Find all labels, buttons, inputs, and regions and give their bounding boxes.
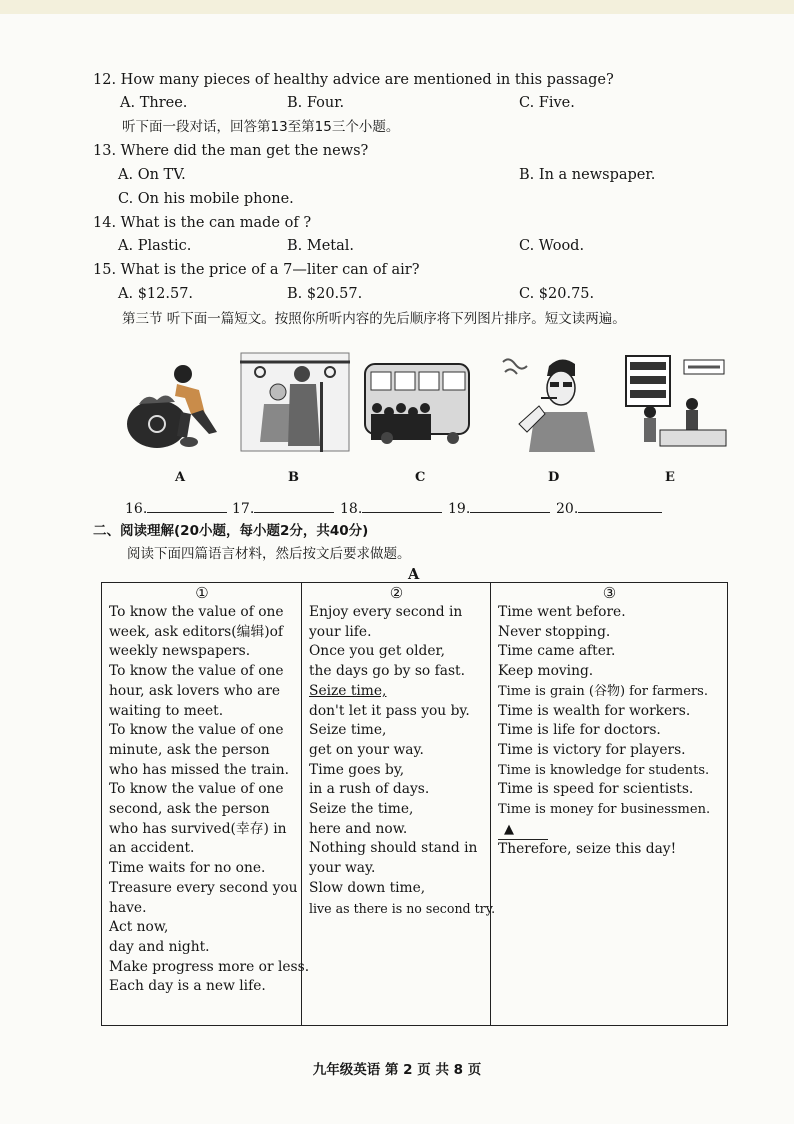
- poem-line: minute, ask the person: [109, 741, 270, 758]
- poem-line: Act now,: [109, 919, 169, 936]
- question-12-option-b: B. Four.: [287, 95, 345, 111]
- poem-line: Nothing should stand in: [309, 840, 478, 857]
- question-14-option-b: B. Metal.: [287, 238, 355, 254]
- question-13-option-b: B. In a newspaper.: [519, 167, 656, 183]
- blank-number: 18.: [340, 501, 363, 517]
- crowded-bus-icon: [363, 352, 473, 452]
- poems-table: [101, 582, 728, 1026]
- poem-line: Time is grain (谷物) for farmers.: [498, 683, 708, 699]
- page-footer: 九年级英语 第 2 页 共 8 页: [312, 1062, 482, 1078]
- poem-number: ③: [602, 584, 617, 602]
- library-icon: [622, 352, 732, 452]
- answer-blank-17[interactable]: [232, 498, 334, 517]
- question-13-option-c: C. On his mobile phone.: [118, 191, 294, 207]
- poem-line: Each day is a new life.: [109, 978, 266, 995]
- poem-line: Seize time,: [309, 682, 387, 699]
- picture-label-c: C: [415, 470, 426, 485]
- poem-line: Time is speed for scientists.: [498, 781, 694, 798]
- section3-instruction: 第三节 听下面一篇短文。按照你所听内容的先后顺序将下列图片排序。短文读两遍。: [122, 311, 626, 327]
- poem-line: Slow down time,: [309, 879, 426, 896]
- poem-line: Once you get older,: [309, 643, 445, 660]
- poem-line: live as there is no second try.: [309, 900, 496, 916]
- picture-label-a: A: [175, 470, 186, 485]
- poem-line: Time is life for doctors.: [498, 722, 661, 739]
- question-12-stem: 12. How many pieces of healthy advice are mentioned in this passage?: [93, 72, 614, 88]
- poem-line-blank[interactable]: [498, 820, 721, 840]
- poem-number: ①: [195, 584, 209, 602]
- poem-line: To know the value of one: [109, 722, 284, 739]
- question-15-option-a: A. $12.57.: [118, 286, 194, 302]
- question-12-option-a: A. Three.: [120, 95, 188, 111]
- question-14-option-c: C. Wood.: [519, 238, 585, 254]
- poem-line: weekly newspapers.: [109, 643, 251, 660]
- question-15-option-b: B. $20.57.: [287, 286, 363, 302]
- poem-line: Make progress more or less.: [109, 958, 310, 975]
- poem-number: ②: [389, 584, 404, 602]
- poem-line: Time came after.: [498, 643, 616, 660]
- smoking-man-icon: [495, 352, 605, 452]
- poem-line: Keep moving.: [498, 663, 594, 680]
- poem-line: Seize the time,: [309, 801, 414, 818]
- answer-blank-19[interactable]: [448, 498, 550, 517]
- poem-line: the days go by so fast.: [309, 663, 465, 680]
- poem-line: have.: [109, 899, 147, 916]
- poem-line: who has missed the train.: [109, 761, 290, 778]
- poem-line: Seize time,: [309, 722, 387, 739]
- question-14-stem: 14. What is the can made of ?: [93, 215, 312, 231]
- blank-triangle-icon: ▲: [498, 821, 548, 840]
- poem-line: your way.: [309, 860, 376, 877]
- recycle-bag-icon: [117, 352, 227, 452]
- poem-line: get on your way.: [309, 741, 424, 758]
- poem-line: Treasure every second you: [109, 879, 298, 896]
- poem-line: here and now.: [309, 820, 408, 837]
- question-13-stem: 13. Where did the man get the news?: [93, 143, 369, 159]
- poem-line: hour, ask lovers who are: [109, 682, 281, 699]
- blank-number: 16.: [125, 501, 148, 517]
- poem-line: in a rush of days.: [309, 781, 430, 798]
- blank-number: 19.: [448, 501, 471, 517]
- top-band: [0, 0, 794, 14]
- poem-column-3: [491, 583, 728, 1026]
- picture-label-d: D: [548, 470, 560, 485]
- dialog-instruction: 听下面一段对话，回答第13至第15三个小题。: [122, 119, 400, 135]
- question-14-option-a: A. Plastic.: [118, 238, 192, 254]
- question-12-option-c: C. Five.: [519, 95, 575, 111]
- poem-line: Time is wealth for workers.: [498, 702, 691, 719]
- poem-line: Enjoy every second in: [309, 604, 463, 620]
- poem-line: your life.: [309, 623, 372, 640]
- poem-line: second, ask the person: [109, 801, 270, 818]
- question-13-option-a: A. On TV.: [118, 167, 186, 183]
- poem-line: To know the value of one: [109, 781, 284, 798]
- poem-line: Time is victory for players.: [498, 741, 686, 758]
- poem-column-1: [102, 583, 310, 1026]
- poem-line: Time is money for businessmen.: [498, 802, 711, 818]
- poem-line: week, ask editors(编辑)of: [109, 623, 284, 640]
- poem-line: who has survived(幸存) in: [109, 820, 287, 837]
- reading-heading: 二、阅读理解(20小题，每小题2分，共40分): [93, 523, 369, 539]
- poem-line: Time is knowledge for students.: [498, 762, 710, 778]
- picture-label-e: E: [665, 470, 675, 485]
- poem-line: To know the value of one: [109, 604, 284, 620]
- poem-line: day and night.: [109, 938, 210, 955]
- reading-instruction: 阅读下面四篇语言材料，然后按文后要求做题。: [127, 546, 411, 562]
- poem-line: Therefore, seize this day!: [498, 840, 677, 857]
- poem-line: don't let it pass you by.: [309, 702, 470, 719]
- poem-line: Never stopping.: [498, 623, 611, 640]
- blank-number: 17.: [232, 501, 255, 517]
- poem-line: Time waits for no one.: [109, 860, 266, 877]
- poem-column-2: [302, 583, 496, 1026]
- question-15-option-c: C. $20.75.: [519, 286, 595, 302]
- picture-label-b: B: [288, 470, 299, 485]
- answer-blank-20[interactable]: [556, 498, 662, 517]
- poem-line: an accident.: [109, 840, 195, 857]
- poem-line: Time went before.: [498, 604, 626, 620]
- passage-label: A: [408, 566, 420, 583]
- blank-number: 20.: [556, 501, 579, 517]
- answer-blank-18[interactable]: [340, 498, 442, 517]
- poem-line: Time goes by,: [309, 761, 405, 778]
- poem-line: To know the value of one: [109, 663, 284, 680]
- question-15-stem: 15. What is the price of a 7—liter can of air?: [93, 262, 420, 278]
- poem-line: waiting to meet.: [109, 702, 224, 719]
- bus-seat-icon: [240, 352, 350, 452]
- answer-blank-16[interactable]: [125, 498, 227, 517]
